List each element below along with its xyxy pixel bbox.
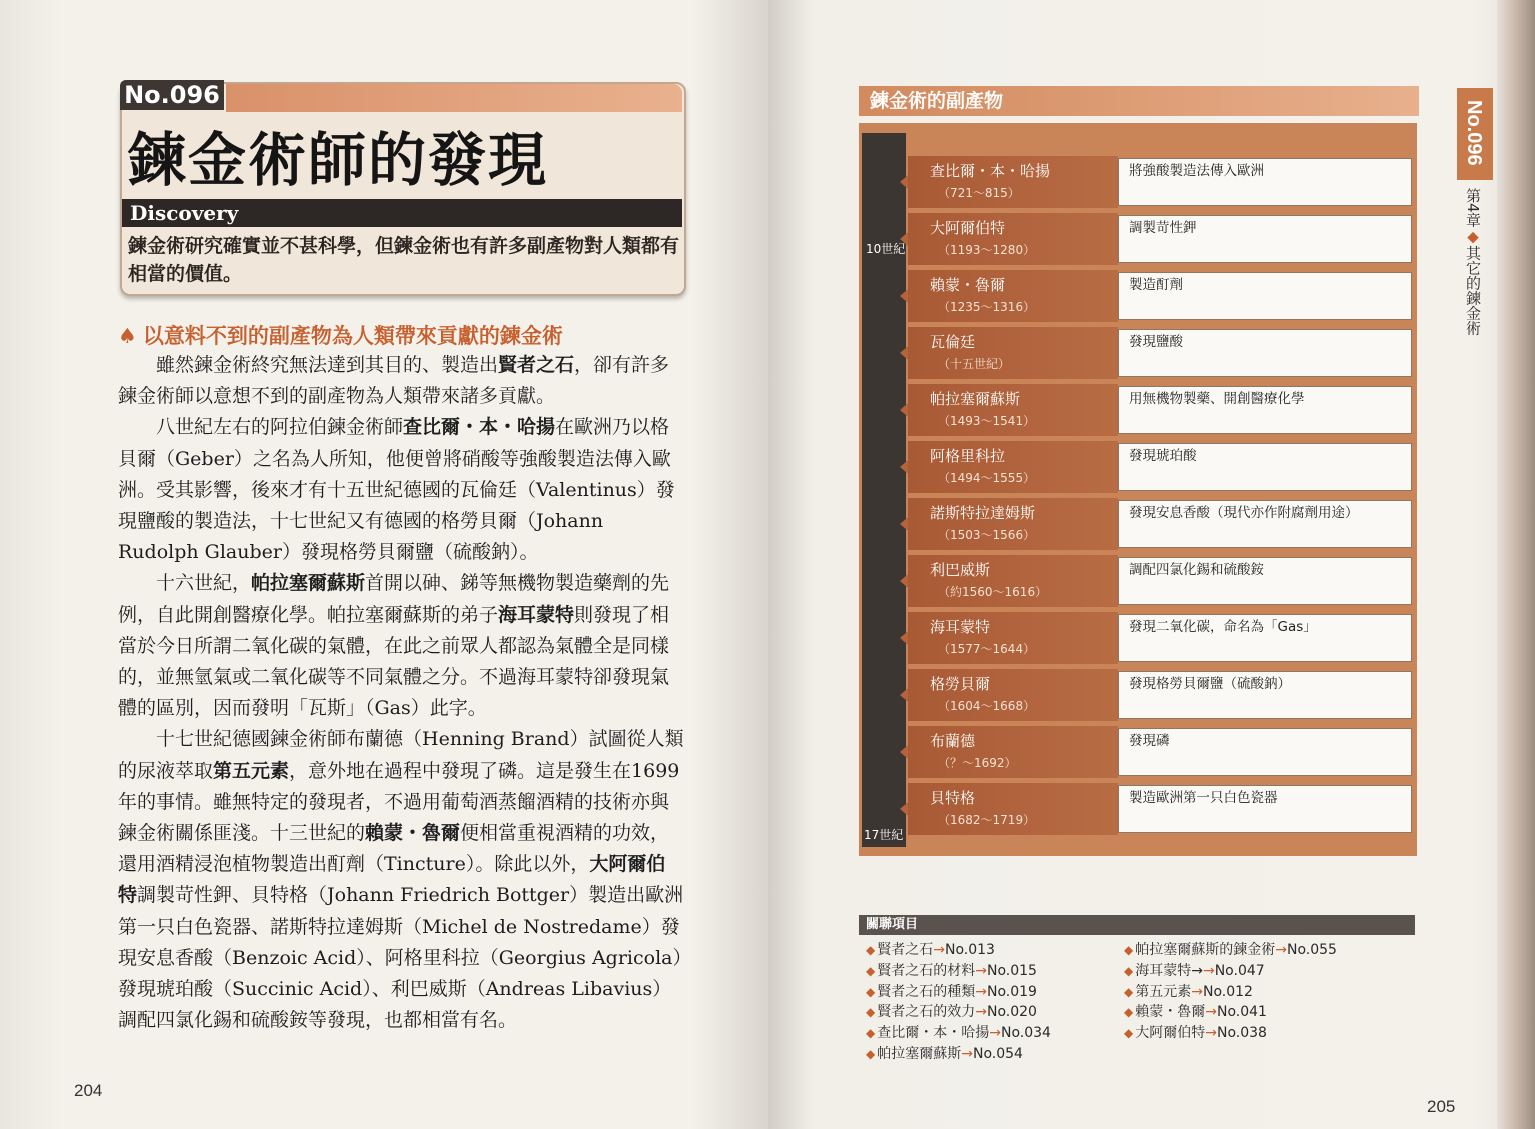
related-item-ref: No.012 [1202,983,1253,1000]
related-item-ref: No.041 [1216,1004,1267,1021]
diamond-icon: ◆ [866,963,876,978]
page-number-left: 204 [74,1081,103,1100]
name-box [908,555,1118,607]
arrow-right-icon: → [975,983,987,1000]
discovery-text: 發現二氧化碳，命名為「Gas」 [1129,619,1317,635]
related-list-left [866,940,1051,1065]
page-edge [1497,0,1535,1129]
name-box [908,441,1118,493]
timeline-row [900,783,1412,835]
related-item-ref: No.034 [1000,1025,1051,1042]
alchemist-name: 利巴威斯 [930,561,991,579]
related-item-text: 帕拉塞爾蘇斯 [877,1045,962,1062]
name-box [908,156,1118,208]
related-item-text: 第五元素 [1135,983,1192,1000]
alchemist-years: （1193～1280） [938,243,1036,257]
related-item[interactable] [866,982,1051,1003]
related-item[interactable] [866,1002,1051,1023]
body-text [118,350,684,1036]
section-heading-text: 以意料不到的副產物為人類帶來貢獻的鍊金術 [142,324,563,348]
diamond-icon: ◆ [1124,1005,1134,1020]
body-text-run: 十七世紀德國鍊金術師布蘭德（Henning Brand）試圖從人類的尿液萃取 [118,728,684,782]
bold-term: 賢者之石 [498,354,575,376]
body-paragraph [118,412,684,568]
discovery-text: 製造歐洲第一只白色瓷器 [1129,790,1278,806]
timeline-row [900,726,1412,778]
related-item-text: 賴蒙・魯爾 [1135,1004,1206,1021]
discovery-text: 發現格勞貝爾鹽（硫酸鈉） [1129,676,1291,692]
related-bar [859,915,1415,935]
timeline-row [900,270,1412,322]
discovery-box [1118,329,1412,377]
body-paragraph [118,350,684,412]
page-title: 鍊金術師的發現 [128,126,549,194]
timeline-row [900,384,1412,436]
alchemist-years: （1503～1566） [938,528,1036,542]
section-heading [118,320,563,350]
alchemist-years: （1604～1668） [938,699,1036,713]
timeline-row [900,669,1412,721]
body-text-run: 則發現了相當於今日所謂二氧化碳的氣體，在此之前眾人都認為氣體全是同樣的，並無氫氣或二氧化碳等不同氣體之分。不過海耳蒙特卻發現氣體的區別，因而發明「瓦斯」（Gas）此字。 [118,603,670,720]
timeline-row [900,612,1412,664]
arrow-right-icon: → [1275,942,1287,958]
discovery-text: 製造酊劑 [1129,277,1183,293]
body-text-run: 調製苛性鉀、貝特格（Johann Friedrich Bottger）製造出歐洲第一只白色瓷器、諾斯特拉達姆斯（Michel de Nostredame）發現安息香酸（Benzoic Acid）、阿格里科拉（Georgius Agricola）發現琥珀酸（Succinic Acid）、利巴威斯（Andreas Libavius）調配四氯化錫和硫酸銨等發現，也都相當有名。 [118,884,684,1032]
arrow-right-icon: → [1202,962,1215,979]
discovery-box [1118,272,1412,320]
related-item-text: 帕拉塞爾蘇斯的鍊金術 [1135,942,1276,958]
alchemist-years: （1235～1316） [938,300,1036,314]
name-box [908,783,1118,835]
bold-term: 第五元素 [213,759,290,782]
discovery-text: 發現琥珀酸 [1129,448,1197,464]
related-item-ref: No.047 [1214,962,1265,979]
arrow-right-icon: → [1191,983,1203,1000]
alchemist-name: 阿格里科拉 [930,447,1006,465]
related-item-text: 大阿爾伯特 [1135,1025,1206,1042]
diamond-icon: ◆ [866,1026,876,1041]
timeline-row [900,327,1412,379]
chart-title: 鍊金術的副產物 [870,90,1004,112]
timeline-row [900,156,1412,208]
related-item-ref: No.019 [986,983,1037,1000]
discovery-text: 發現磷 [1129,733,1170,749]
title-bar [226,84,682,112]
related-item-text: 賢者之石的種類 [877,983,976,1000]
body-text-run: 雖然鍊金術終究無法達到其目的、製造出 [156,354,499,376]
discovery-box [1118,614,1412,662]
entry-number: No.096 [120,80,224,110]
discovery-text: 用無機物製藥、開創醫療化學 [1129,391,1305,407]
diamond-icon: ◆ [866,984,876,999]
related-item-ref: No.055 [1286,942,1337,958]
discovery-box [1118,500,1412,548]
diamond-icon: ◆ [1124,984,1134,999]
side-chapter [1463,188,1484,336]
alchemist-name: 賴蒙・魯爾 [930,276,1006,294]
arrow-right-icon: → [1205,1025,1217,1042]
name-box [908,213,1118,265]
arrow-right-icon: → [1205,1004,1217,1021]
name-box [908,384,1118,436]
diamond-icon: ◆ [866,1046,876,1061]
body-text-run: 便相當重視酒精的功效，還用酒精浸泡植物製造出酊劑（Tincture）。除此以外， [118,822,670,876]
arrow-right-icon: → [961,1045,973,1062]
discovery-box [1118,443,1412,491]
diamond-icon: ◆ [1124,1026,1134,1041]
related-item-text: 賢者之石的效力 [877,1004,976,1021]
discovery-box [1118,728,1412,776]
related-item[interactable] [866,961,1051,982]
name-box [908,327,1118,379]
body-text-run: 八世紀左右的阿拉伯鍊金術師 [156,416,404,439]
diamond-icon: ◆ [866,943,876,957]
alchemist-name: 大阿爾伯特 [930,219,1006,237]
discovery-text: 調配四氯化錫和硫酸銨 [1129,562,1264,578]
timeline-row [900,498,1412,550]
alchemist-years: （約1560～1616） [938,585,1048,599]
body-text-run: 首開以砷、銻等無機物製造藥劑的先例，自此開創醫療化學。帕拉塞爾蘇斯的弟子 [118,572,670,626]
discovery-box [1118,557,1412,605]
arrow-right-icon: → [989,1025,1001,1042]
bold-term: 帕拉塞爾蘇斯 [251,572,366,595]
related-item[interactable] [866,1023,1051,1044]
alchemist-years: （？～1692） [938,756,1017,770]
spade-icon: ♠ [118,324,137,348]
discovery-text: 將強酸製造法傳入歐洲 [1129,163,1264,179]
discovery-text: 發現安息香酸（現代亦作附腐劑用途） [1129,505,1359,521]
alchemist-name: 諾斯特拉達姆斯 [930,504,1036,522]
bold-term: 查比爾・本・哈揚 [403,416,556,439]
body-text-run: ，卻有許多鍊金術師以意想不到的副產物為人類帶來諸多貢獻。 [118,354,670,408]
alchemist-name: 查比爾・本・哈揚 [930,162,1051,180]
related-item-ref: No.013 [944,942,995,958]
diamond-icon: ◆ [1464,227,1482,246]
diamond-icon: ◆ [866,1005,876,1020]
body-text-run: 十六世紀， [156,572,252,595]
timeline-row [900,555,1412,607]
side-chapter-number: 第4章 [1464,188,1482,228]
body-paragraph [118,724,684,1036]
arrow-right-icon: → [975,962,987,979]
discovery-text: 調製苛性鉀 [1129,220,1197,236]
name-box [908,726,1118,778]
related-item[interactable] [866,1044,1051,1065]
body-text-run: 在歐洲乃以格貝爾（Geber）之名為人所知，他便曾將硝酸等強酸製造法傳入歐洲。受其影響，後來才有十五世紀德國的瓦倫廷（Valentinus）發現鹽酸的製造法，十七世紀又有德國的格勞貝爾（Johann Rudolph Glauber）發現格勞貝爾鹽（硫酸鈉）。 [118,416,675,564]
alchemist-years: （1577～1644） [938,642,1036,656]
discovery-box [1118,785,1412,833]
subtitle-en: Discovery [130,201,239,225]
alchemist-name: 格勞貝爾 [930,675,991,693]
timeline-row [900,441,1412,493]
century-label-end: 17世紀 [864,828,904,842]
related-item-ref: No.054 [972,1045,1023,1062]
alchemist-years: （721～815） [938,186,1020,200]
arrow-right-icon: → [975,1004,987,1021]
bold-term: 大阿爾伯特 [118,853,666,907]
alchemist-years: （十五世紀） [938,357,1011,371]
timeline-row [900,213,1412,265]
related-item-ref: No.020 [986,1004,1037,1021]
alchemist-name: 瓦倫廷 [930,333,976,351]
side-tab [1457,88,1493,180]
related-item[interactable] [1124,1023,1337,1044]
discovery-box [1118,671,1412,719]
related-item[interactable] [1124,940,1337,961]
alchemist-years: （1682～1719） [938,813,1036,827]
alchemist-years: （1493～1541） [938,414,1036,428]
related-item[interactable] [1124,961,1337,982]
related-item-text: 賢者之石 [877,942,934,958]
related-item-text: 海耳蒙特→ [1135,962,1203,979]
discovery-box [1118,158,1412,206]
page-number-right: 205 [1427,1097,1456,1116]
alchemist-name: 海耳蒙特 [930,618,991,636]
name-box [908,498,1118,550]
body-paragraph [118,568,684,724]
name-box [908,270,1118,322]
related-item-ref: No.038 [1216,1025,1267,1042]
related-item-text: 查比爾・本・哈揚 [877,1025,990,1042]
side-chapter-title: 其它的鍊金術 [1464,245,1482,336]
related-item-ref: No.015 [986,962,1037,979]
alchemist-years: （1494～1555） [938,471,1036,485]
related-list-right [1124,940,1337,1044]
name-box [908,669,1118,721]
related-item[interactable] [866,940,1051,961]
name-box [908,612,1118,664]
alchemist-name: 帕拉塞爾蘇斯 [930,390,1021,408]
arrow-right-icon: → [933,942,945,958]
related-item[interactable] [1124,1002,1337,1023]
related-item-text: 賢者之石的材料 [877,962,976,979]
body-text-run: ，意外地在過程中發現了磷。這是發生在1699年的事情。雖無特定的發現者，不過用葡萄酒蒸餾酒精的技術亦與鍊金術關係匪淺。十三世紀的 [118,759,680,845]
bold-term: 賴蒙・魯爾 [365,822,461,845]
related-label: 關聯項目 [866,917,919,932]
discovery-box [1118,386,1412,434]
bold-term: 海耳蒙特 [498,603,575,626]
century-label-start: 10世紀 [866,242,906,256]
alchemist-name: 布蘭德 [930,732,976,750]
discovery-box [1118,215,1412,263]
related-item[interactable] [1124,982,1337,1003]
diamond-icon: ◆ [1124,963,1134,978]
discovery-text: 發現鹽酸 [1129,334,1183,350]
side-tab-number: No.096 [1463,100,1485,166]
intro-text: 鍊金術研究確實並不甚科學，但鍊金術也有許多副產物對人類都有相當的價值。 [128,235,680,285]
diamond-icon: ◆ [1124,943,1134,957]
alchemist-name: 貝特格 [930,789,976,807]
